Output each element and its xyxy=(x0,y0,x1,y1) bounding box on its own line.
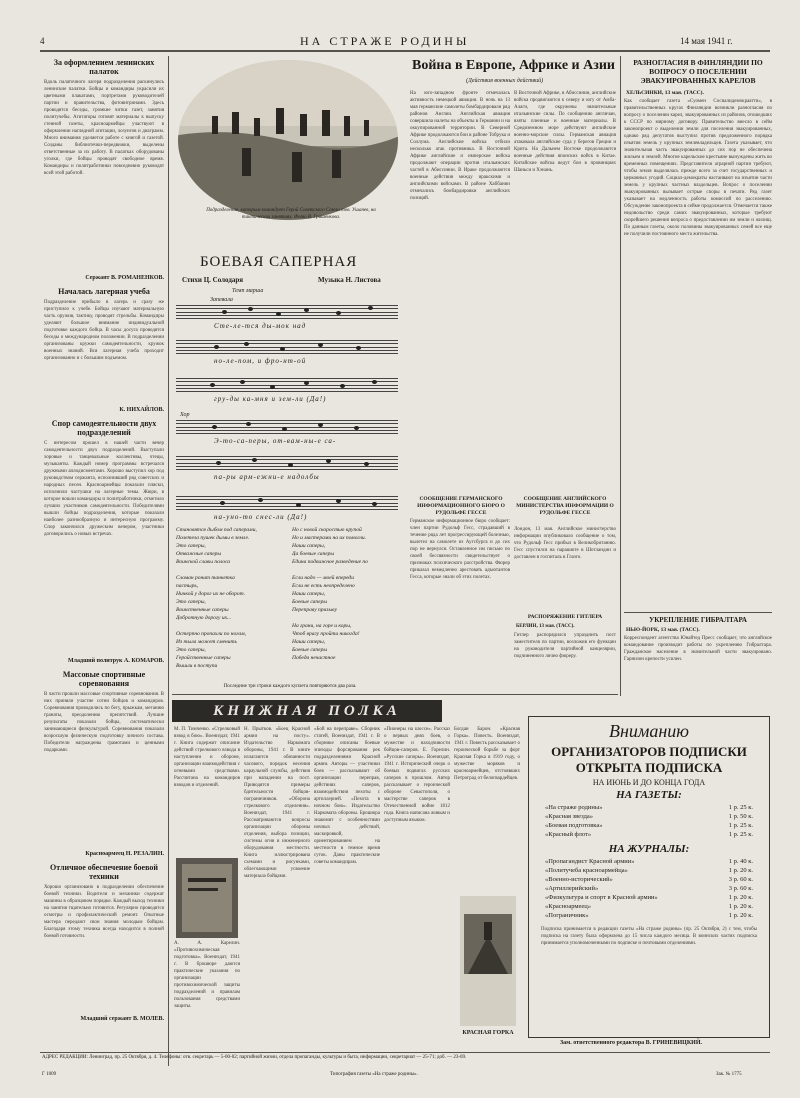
song-lyric-line: но-ле-пом, и фро-нт-ой xyxy=(214,357,307,365)
finland-article-title: РАЗНОГЛАСИЯ В ФИНЛЯНДИИ ПО ВОПРОСУ О ПОСЕЛЕНИИ ЭВАКУИРОВАННЫХ КАРЕЛОВ xyxy=(633,58,763,85)
song-lyric-line: гру-ды ка-мня и зем-ли (Да!) xyxy=(214,395,327,403)
war-section-title: Война в Европе, Африке и Азии xyxy=(412,58,615,73)
column-divider xyxy=(620,56,621,696)
section-rule xyxy=(624,612,772,613)
page-number: 4 xyxy=(40,36,45,46)
book-review-column: «Бой на переправе». Сборник статей, Воениздат, 1941 г. В сборнике описаны боевые эпизоды форсирования рек подразделениями Красной армии. Авторы — участники боев — рассказывают об организации переправ, действиях саперов, взаимодействии пехоты с артиллерией. «Пехота в ночном бою». Издательство Наркомата обороны. Брошюра знакомит с особенностями ночных действий, маскировкой, ориентированием на местности в темное время суток. Даны практические советы командирам. xyxy=(314,727,380,865)
article-signature: Красноармеец Н. РЕЗАЛИН. xyxy=(85,851,164,857)
article-title: За оформлением ленинских палаток xyxy=(53,58,155,76)
footer-rule xyxy=(40,1052,770,1053)
left-column xyxy=(44,58,164,1022)
song-verses-left: Становятся дыбом под саперами, Полетела пушек дымы в земле. Это саперы, Отважные саперы Воинской славы полоса Сломан ронит танкетка пастырь, Ничкой у дорог их не оборот. Это саперы, Воинственные саперы Добротную дорогу их... Остерпно пропахли по ногам, Из тыла может сменить Это саперы, Геройственные саперы Вышли в поступи xyxy=(176,527,257,669)
krasnaya-gorka-cover xyxy=(460,896,516,1026)
subscription-line3: НА ИЮНЬ И ДО КОНЦА ГОДА xyxy=(592,778,706,787)
book-review-column: Н. Прытков. «Боец Красной армии на посту». Издательство Наркомата обороны, 1941 г. В книге излагаются обязанности часового, порядок несения караульной службы, действия при нападении на пост. Приводятся примеры бдительности бойцов-пограничников. «Оборона стрелкового отделения». Воениздат, 1941 г. Рассматриваются вопросы организации обороны отделения, выбора позиции, системы огня и инженерного оборудования местности. Книга иллюстрирована схемами и рисунками, облегчающими усвоение материала бойцами. xyxy=(244,727,310,879)
article-body: Подразделение прибыло в лагерь и сразу же приступило к учебе. Бойцы изучают материальную часть оружия, тактику, проводят стрельбы. Командиры уделяют большое внимание индивидуальной подготовке каждого бойца. В часы досуга проводятся беседы о международном положении. В подразделении организованы кружки самодеятельности, кружок военных знаний. Вся лагерная учеба проходит организованно и с большим подъемом. xyxy=(44,300,164,361)
song-title: БОЕВАЯ САПЕРНАЯ xyxy=(200,254,358,270)
gibraltar-dateline: НЬЮ-ЙОРК, 13 мая. (ТАСС). xyxy=(626,627,700,633)
newspaper-title: НА СТРАЖЕ РОДИНЫ xyxy=(300,34,470,48)
book-cover-image xyxy=(176,858,238,938)
subscription-notes: Подписка принимается в редакции газеты «На страже родины» (пр. 25 Октября, 2) с тем, чтобы подписка на газету была оформлена до 15 числа каждого месяца. В воинских частях подписка принимается уполномоченными по подписке и почтовыми отделениями. xyxy=(541,927,757,946)
dynamic-mark: Запевала xyxy=(210,297,233,303)
book-review-column: «Пионеры на шоссе». Рассказ о первых днях боев, о мужестве и находчивости бойцов-саперов. Е. Горелин. «Русские сапоры». Воениздат, 1941 г. Исторический очерк о боевых подвигах русских саперов в прошлом. Автор рассказывает о героической обороне Севастополя, о мастерстве саперов в Отечественной войне 1812 года. Книга написана живым и доступным языком. xyxy=(384,727,450,823)
war-report-column: На юго-западном фронте отмечалась активность немецкой авиации. В ночь на 13 мая германские самолеты бомбардировали ряд районов Англии. Английская авиация совершила налеты на объекты в Германии и на оккупированной территории. В Северной Африке продолжаются бои в районе Тобрука и Соллума. Английские войска отбили несколько атак противника. В Восточной Африке английские и имперские войска продолжают операции против итальянских частей в Абиссинии. В Ираке продолжаются военные действия между иракскими и английскими войсками. В районе Хаббании отмечались бомбардировки английских позиций. xyxy=(410,91,510,201)
war-subhead: РАСПОРЯЖЕНИЕ ГИТЛЕРА xyxy=(527,614,603,620)
book-review-column: Богдан Барон. «Красная Горка». Повесть. Воениздат, 1941 г. Повесть рассказывает о героической борьбе за форт Красная Горка в 1919 году, о мужестве моряков и красноармейцев, отстоявших Петроград от белогвардейцев. xyxy=(454,727,520,781)
editorial-address: АДРЕС РЕДАКЦИИ: Ленинград, пр. 25 Октября, д. 4. Телефоны: отв. секретарь — 5-00-02; партийной жизни, отдела пропаганды, культуры и быта, информации, секретариат — 25-71; доб. — 23-69. xyxy=(42,1055,467,1060)
song-lyric-line: Э-то-са-перы, от-вам-ны-е са- xyxy=(214,437,337,445)
article-title: Началась лагерная учеба xyxy=(58,287,150,296)
subscription-line2: ОТКРЫТА ПОДПИСКА xyxy=(575,760,723,775)
gibraltar-article-title: УКРЕПЛЕНИЕ ГИБРАЛТАРА xyxy=(649,616,747,624)
printer-line: Типография газеты «На страже родины». xyxy=(330,1072,418,1077)
subscription-item: «Пограничник» 1 р. 20 к. xyxy=(545,912,753,919)
subscription-item: «Политучеба красноармейца» 1 р. 20 к. xyxy=(545,867,753,874)
article-signature: Сержант В. РОМАНЕНКОВ. xyxy=(85,275,164,281)
war-subhead: СООБЩЕНИЕ ГЕРМАНСКОГО ИНФОРМАЦИОННОГО БЮРО О РУДОЛЬФЕ ГЕССЕ xyxy=(417,496,505,516)
article-signature: Младший политрук А. КОМАРОВ. xyxy=(68,658,164,664)
article-body: Хорошо организовано в подразделении обеспечение боевой техники. Водители и механики содержат машины в образцовом порядке. Каждый выход техники на занятия тщательно готовится. Регулярно проводятся осмотры и профилактический ремонт. Опытные мастера передают свои знания молодым бойцам. Благодаря этому техника всегда находится в полной боевой готовности. xyxy=(44,885,164,939)
article-signature: Младший сержант В. МОЛЕВ. xyxy=(80,1016,164,1022)
song-lyric-line: на-уно-то снес-ли (Да!) xyxy=(214,513,308,521)
order-number: Зак. № 1775 xyxy=(716,1072,742,1077)
song-footnote: Последние три строки каждого куплета повторяются два раза. xyxy=(223,684,357,689)
deputy-editor: Зам. ответственного редактора В. ГРИНЕВИЦКИЙ. xyxy=(560,1040,703,1046)
newspapers-list xyxy=(529,801,769,841)
subscription-item: «Красный флот» 1 р. 25 к. xyxy=(545,831,753,838)
bookshelf-banner xyxy=(172,700,442,722)
subscription-line1: ОРГАНИЗАТОРОВ ПОДПИСКИ xyxy=(551,744,747,759)
song-verses-right: Но с новой скоростью крупой Но и мастерами на их помогли. Наши саперы, Да боевые саперы Едина подвижное разведение по Если надо — моей впереди Если не есть неопределено Наши саперы, Боевые саперы Переправу призыву На грани, на горе и коры, Чтоб врагу пройти никогда! Наши саперы, Боевые саперы Победа нечастное xyxy=(292,527,368,661)
article-body: В части прошли массовые спортивные соревнования. В них приняли участие сотни бойцов и командиров. Соревнования проводились по бегу, прыжкам, метанию гранаты, преодолению препятствий. Лучшие результаты показали бойцы, систематически занимающиеся физкультурой. Соревнования показали возросшую физическую подготовку личного состава. Победители награждены грамотами и ценными подарками. xyxy=(44,692,164,753)
subscription-item: «Артиллерийский» 3 р. 60 к. xyxy=(545,885,753,892)
newspapers-heading: НА ГАЗЕТЫ: xyxy=(616,789,682,801)
war-report-column: В Восточной Африке, в Абиссинии, английские войска продвигаются к северу и югу от Амба-Алаги, где окружены значительные итальянские силы. По сообщению англичан, взяты пленные и военные материалы. В Средиземном море действуют английские военно-морские силы. Германская авиация атаковала английские суда у берегов Греции и Крита. На Дальнем Востоке продолжаются военные действия японских войск в Китае. Китайские войска ведут бои в провинциях Шаньси и Хэнань. xyxy=(514,91,616,173)
subscription-item: «Физкультура и спорт в Красной армии» 1 р. 20 к. xyxy=(545,894,753,901)
article-title: Спор самодеятельности двух подразделений xyxy=(51,419,157,437)
finland-dateline: ХЕЛЬСИНКИ, 13 мая. (ТАСС). xyxy=(626,90,704,96)
journals-heading: НА ЖУРНАЛЫ: xyxy=(608,843,690,855)
header-rule xyxy=(40,50,770,52)
column-divider xyxy=(168,56,169,1066)
song-lyric-line: Сте-ле-тся ды-мок над xyxy=(214,322,307,330)
subscription-item: «На страже родины» 1 р. 25 к. xyxy=(545,804,753,811)
subscription-item: «Красноармеец» 1 р. 20 к. xyxy=(545,903,753,910)
subscription-heading: Вниманию xyxy=(608,721,690,741)
lyrics-author: Стихи Ц. Солодаря xyxy=(182,276,244,284)
article-body: С интересом прошел в нашей части вечер самодеятельности двух подразделений. Выступали хоровые и танцевальные коллективы, чтецы, музыканты. Каждый номер программы встречался дружными аплодисментами. Хорошо выступил хор под руководством сержанта, исполнивший ряд советских и народных песен. Красноармейцы показали пляски, исполнили частушки на лагерные темы. Жюри, в которое вошли командиры и политработники, отметило лучших участников самодеятельности. Победителями вышли бойцы подразделения, которые показали наиболее разнообразную и интересную программу. Спор закончился дружеским вечером, участники договорились о новых встречах. xyxy=(44,441,164,537)
music-staff xyxy=(176,496,398,510)
subscription-item: «Красная звезда» 1 р. 50 к. xyxy=(545,813,753,820)
article-title: Массовые спортивные соревнования xyxy=(62,670,146,688)
war-report-column: Гитлер распорядился упразднить пост заместителя по партии, возложив его функции на руководителя партийной канцелярии, подчиненного лично фюреру. xyxy=(514,633,616,659)
chorus-mark: Хор xyxy=(180,412,190,418)
gibraltar-article-body: Корреспондент агентства Юнайтед Пресс сообщает, что английское командование производит работы по укреплению Гибралтара. Гражданское население в значительной части эвакуировано. Гарнизон крепости усилен. xyxy=(624,636,772,662)
music-staff xyxy=(176,340,398,354)
subscription-item: «Пропагандист Красной армии» 1 р. 40 к. xyxy=(545,858,753,865)
war-section-subtitle: (Действия военных действий) xyxy=(466,78,544,84)
subscription-item: «Боевая подготовка» 1 р. 25 к. xyxy=(545,822,753,829)
photo-caption: Подразделение, которым командует Герой Советского Союза тов. Ушанев, на тактических занятиях. Фото В. Гришенкова. xyxy=(206,208,376,220)
book-review-column: А. А. Карелин. «Противохимическая подготовка». Воениздат, 1941 г. В брошюре даются практические указания по организации противохимической защиты подразделений и правилам пользования средствами защиты. xyxy=(174,941,240,1009)
subscription-box xyxy=(528,716,770,1038)
book-cover-caption: КРАСНАЯ ГОРКА xyxy=(462,1030,514,1036)
song-lyric-line: па-ры арм-ежни-е надолбы xyxy=(214,473,320,481)
article-title: Отличное обеспечение боевой техники xyxy=(50,863,158,881)
tempo-mark: Темп марша xyxy=(232,288,264,294)
finland-article-body: Как сообщает газета «Суомен Сосиалидемокраатти», в правительственных кругах Финляндии возникли разногласия по вопросу о поселении карел, эвакуированных из районов, отошедших к СССР по мирному договору. Правительство внесло в сейм законопроект о выделении земли для поселения эвакуированных, однако ряд депутатов выступил против предложенного порядка изъятия земель у крупных землевладельцев. Газета указывает, что значительная часть эвакуированных до сих пор не обеспечена жильем и землей. Многие карельские крестьяне вынуждены жить во временных помещениях. Представители аграрной партии требуют, чтобы земля выделялась прежде всего за счет государственных и церковных угодий. Социал-демократы настаивают на изъятии части земель у крупных частных владельцев. Вопрос о поселении эвакуированных вызывает острые споры в печати. Ряд газет указывает на медленность работы комиссий по расселению. Обсуждение законопроекта в сейме продолжается. Отмечается также недовольство среди самих эвакуированных, которые требуют скорейшего решения вопроса о предоставлении им земли и жилищ. По данным газеты, около половины эвакуированных семей все еще не получили постоянного места жительства. xyxy=(624,99,772,237)
section-rule xyxy=(172,694,618,695)
tirage-code: Г 1009 xyxy=(42,1072,57,1077)
war-report-column: Лондон, 13 мая. Английское министерство информации опубликовало сообщение о том, что Рудольф Гесс прибыл в Великобританию. Гесс спустился на парашюте в Шотландии и доставлен в госпиталь в Глазго. xyxy=(514,527,616,560)
music-staff xyxy=(176,420,398,434)
article-body: Вдоль палаточного лагеря подразделения раскинулись ленинские палатки. Бойцы и командиры украсили их цветными плакатами, портретами руководителей партии и правительства, фотовитринами. Здесь проводятся беседы, громкие читки газет, занятия политучебы. Агитаторы готовят материалы к выпуску стенной газеты, красноармейцы участвуют в оформлении наглядной агитации, лозунгов и диаграмм. Много внимания уделяется работе с книгой и газетой. Созданы библиотечки-передвижки, выделены ответственные за их работу. В палатках оборудованы уголки, где бойцы проводят свободное время. Командиры и политработники повседневно руководят всей этой работой. xyxy=(44,80,164,176)
bookshelf-title: КНИЖНАЯ ПОЛКА xyxy=(213,703,401,719)
issue-date: 14 мая 1941 г. xyxy=(680,36,733,46)
war-dateline: БЕРЛИН, 13 мая. (ТАСС). xyxy=(516,624,575,629)
article-signature: К. НИХАЙЛОВ. xyxy=(119,407,164,413)
book-review-column: М. П. Тимченко. «Стрелковый взвод в бою». Воениздат, 1941 г. Книга содержит описание действий стрелкового взвода в наступлении и обороне, организации взаимодействия с огневыми средствами. Рассчитана на командиров взводов и отделений. xyxy=(174,727,240,788)
music-staff xyxy=(176,305,398,319)
war-report-column: Германское информационное бюро сообщает: член партии Рудольф Гесс, страдавший в течение ряда лет прогрессирующей болезнью, вылетел на самолете из Аугсбурга и до сих пор не вернулся. Оставленное им письмо по своей бессвязности свидетельствует о признаках психического расстройства. Фюрер приказал немедленно арестовать адъютантов Гесса, которые знали об этих полетах. xyxy=(410,519,510,580)
subscription-item: «Военно-исторический» 3 р. 60 к. xyxy=(545,876,753,883)
music-author: Музыка Н. Листова xyxy=(318,276,381,284)
war-subhead: СООБЩЕНИЕ АНГЛИЙСКОГО МИНИСТЕРСТВА ИНФОРМАЦИИ О РУДОЛЬФЕ ГЕССЕ xyxy=(516,496,614,516)
journals-list xyxy=(529,855,769,922)
